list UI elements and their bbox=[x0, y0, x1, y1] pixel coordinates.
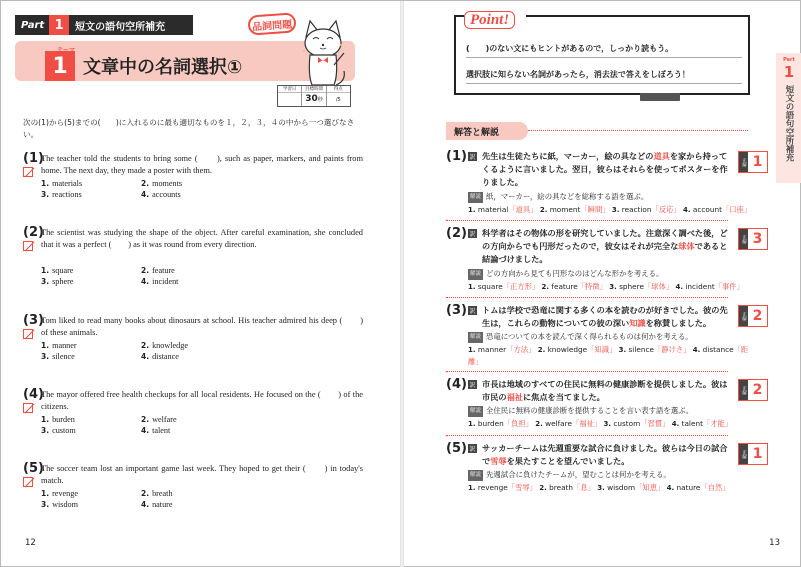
divider bbox=[446, 297, 728, 298]
side-part-label: Part bbox=[783, 57, 795, 63]
meta-study-date[interactable]: 学習日 bbox=[278, 86, 302, 106]
option-list bbox=[41, 415, 281, 435]
option-translations: 1. revenge「雪辱」 2. breath「息」 3. wisdom「知恵」 4. nature「自然」 bbox=[468, 483, 730, 492]
answer-explanation: 解説 全住民に無料の健康診断を提供することを言い表す語を選ぶ。 bbox=[470, 406, 694, 415]
option-2[interactable]: 2. moments bbox=[141, 179, 183, 188]
divider bbox=[446, 371, 728, 372]
option-4[interactable]: 4. distance bbox=[141, 352, 179, 361]
side-part-title: 短文の語句空所補充 bbox=[784, 85, 794, 162]
option-4[interactable]: 4. incident bbox=[141, 277, 179, 286]
page-number-left: 12 bbox=[25, 538, 36, 548]
answer-explanation: 解説 先週試合に負けたチームが，望むことは何かを考える。 bbox=[470, 470, 671, 479]
answer-explanation: 解説 恐竜についての本を読んで深く得られるものは何かを考える。 bbox=[470, 332, 693, 341]
divider bbox=[446, 220, 728, 221]
correct-answer-box: 正解 1 bbox=[738, 443, 768, 465]
option-4[interactable]: 4. nature bbox=[141, 500, 173, 509]
check-icon[interactable] bbox=[23, 241, 33, 251]
answer-number: (4) bbox=[446, 377, 467, 392]
question-text: The mayor offered free health checkups for all local residents. He focused on the ( ) of the citizens. bbox=[41, 390, 363, 412]
option-2[interactable]: 2. welfare bbox=[141, 415, 177, 424]
point-logo: Point! bbox=[464, 9, 526, 31]
part-title: 短文の語句空所補充 bbox=[75, 21, 166, 33]
option-4[interactable]: 4. talent bbox=[141, 426, 171, 435]
option-2[interactable]: 2. feature bbox=[141, 266, 175, 275]
question-text: Tom liked to read many books about dinosaurs at school. His teacher admired his deep ( ) of these animals. bbox=[41, 316, 363, 338]
meta-score[interactable]: 得点 /5 bbox=[327, 86, 350, 106]
point-chalkboard bbox=[454, 12, 750, 95]
option-list bbox=[41, 489, 281, 509]
answer-number: (5) bbox=[446, 441, 467, 456]
question-number: (3) bbox=[23, 313, 44, 328]
answers-heading: 解答と解説 bbox=[446, 122, 528, 140]
question-number: (2) bbox=[23, 225, 44, 240]
question-number: (5) bbox=[23, 461, 44, 476]
option-translations: 1. manner「方法」 2. knowledge「知識」 3. silence「静けさ」 4. distance「距離」 bbox=[468, 345, 749, 366]
translation-icon: 訳 bbox=[469, 308, 476, 315]
option-2[interactable]: 2. breath bbox=[141, 489, 173, 498]
theme-number: 1 bbox=[45, 51, 75, 81]
chalkboard-eraser-icon bbox=[640, 93, 680, 101]
option-translations: 1. square「正方形」 2. feature「特徴」 3. sphere「球体」 4. incident「事件」 bbox=[468, 282, 744, 291]
theme-title: 文章中の名詞選択① bbox=[83, 57, 243, 78]
point-line-2: 選択肢に知らない名詞があったら，消去法で答えをしぼろう！ bbox=[466, 69, 742, 84]
option-1[interactable]: 1. square bbox=[41, 266, 74, 275]
page-number-right: 13 bbox=[769, 538, 780, 548]
option-4[interactable]: 4. accounts bbox=[141, 190, 181, 199]
right-page bbox=[404, 1, 801, 567]
answer-number: (1) bbox=[446, 149, 467, 164]
translation-icon: 訳 bbox=[469, 382, 476, 389]
option-3[interactable]: 3. wisdom bbox=[41, 500, 79, 509]
answer-translation: 市長は地域のすべての住民に無料の健康診断を提供しました。彼は市民の福祉に焦点を当てました。 bbox=[482, 379, 728, 402]
option-translations: 1. material「道具」 2. moment「瞬間」 3. reaction「反応」 4. account「口座」 bbox=[468, 205, 752, 214]
study-meta-table bbox=[277, 85, 351, 107]
option-list bbox=[41, 179, 281, 199]
option-1[interactable]: 1. burden bbox=[41, 415, 75, 424]
option-3[interactable]: 3. silence bbox=[41, 352, 75, 361]
option-3[interactable]: 3. reactions bbox=[41, 190, 82, 199]
answer-number: (3) bbox=[446, 303, 467, 318]
question-number: (1) bbox=[23, 151, 44, 166]
translation-icon: 訳 bbox=[469, 154, 476, 161]
answer-number: (2) bbox=[446, 226, 467, 241]
option-1[interactable]: 1. materials bbox=[41, 179, 83, 188]
answer-explanation: 解説 どの方向から見ても円形なのはどんな形かを考える。 bbox=[470, 269, 664, 278]
question-text: The soccer team lost an important game last week. They hoped to get their ( ) in today's match. bbox=[41, 464, 363, 486]
instruction-text: 次の(1)から(5)までの( )に入れるのに最も適切なものを１，２，３，４の中から一つ選びなさい。 bbox=[23, 118, 355, 139]
correct-answer-box: 正解 1 bbox=[738, 151, 768, 173]
answer-translation: 科学者はその物体の形を研究していました。注意深く調べた後，どの方向からでも円形だったので，彼女はそれが完全な球体であると結論づけました。 bbox=[482, 228, 728, 264]
side-part-number: 1 bbox=[783, 63, 795, 81]
option-1[interactable]: 1. manner bbox=[41, 341, 77, 350]
question-text: The teacher told the students to bring some ( ), such as paper, markers, and paints from home. The next day, they made a poster with them. bbox=[41, 154, 363, 176]
check-icon[interactable] bbox=[23, 167, 33, 177]
option-3[interactable]: 3. sphere bbox=[41, 277, 74, 286]
option-list bbox=[41, 341, 281, 361]
answer-translation: トムは学校で恐竜に関する多くの本を読むのが好きでした。彼の先生は，これらの動物についての彼の深い知識を称賛しました。 bbox=[482, 305, 728, 328]
option-2[interactable]: 2. knowledge bbox=[141, 341, 189, 350]
cat-teacher-illustration bbox=[296, 15, 350, 91]
check-icon[interactable] bbox=[23, 403, 33, 413]
part-header bbox=[15, 15, 193, 35]
divider bbox=[446, 435, 728, 436]
answer-translation: 先生は生徒たちに紙，マーカー，絵の具などの道具を家から持ってくるように言いました。翌日，彼らはそれらを使ってポスターを作りました。 bbox=[482, 151, 728, 187]
question-text: The scientist was studying the shape of the object. After careful examination, she concluded that it was a perfect ( ) as it was round from every direction. bbox=[41, 228, 363, 250]
left-page bbox=[1, 1, 400, 567]
answer-explanation: 解説 紙，マーカー，絵の具などを総称する語を選ぶ。 bbox=[470, 192, 649, 201]
answer-translation: サッカーチームは先週重要な試合に負けました。彼らは今日の試合で雪辱を果たすことを望んでいました。 bbox=[482, 443, 728, 466]
check-icon[interactable] bbox=[23, 329, 33, 339]
category-badge: 品詞問題 bbox=[247, 12, 296, 35]
correct-answer-box: 正解 3 bbox=[738, 228, 768, 250]
question-number: (4) bbox=[23, 387, 44, 402]
point-line-1: ( )のない文にもヒントがあるので，しっかり読もう。 bbox=[466, 43, 742, 58]
translation-icon: 訳 bbox=[469, 446, 476, 453]
meta-target-time: 目標時間 30秒 bbox=[302, 86, 326, 106]
correct-answer-box: 正解 2 bbox=[738, 379, 768, 401]
correct-answer-box: 正解 2 bbox=[738, 305, 768, 327]
translation-icon: 訳 bbox=[469, 231, 476, 238]
option-3[interactable]: 3. custom bbox=[41, 426, 76, 435]
option-translations: 1. burden「負担」 2. welfare「福祉」 3. custom「習慣」 4. talent「才能」 bbox=[468, 419, 733, 428]
part-label: Part bbox=[21, 19, 45, 31]
option-list bbox=[41, 266, 281, 286]
part-number: 1 bbox=[49, 15, 69, 35]
option-1[interactable]: 1. revenge bbox=[41, 489, 78, 498]
check-icon[interactable] bbox=[23, 477, 33, 487]
side-index-tab[interactable] bbox=[776, 53, 801, 183]
